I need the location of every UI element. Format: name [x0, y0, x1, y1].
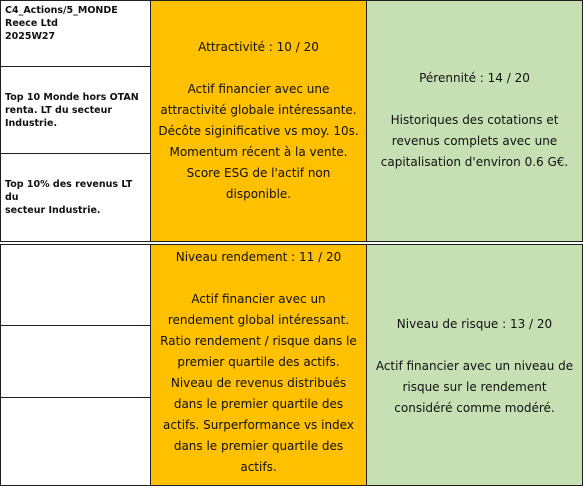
risque-cell: [366, 244, 583, 486]
rendement-line: dans le premier quartile des: [173, 397, 344, 411]
ranking-note-line: Industrie.: [5, 117, 58, 129]
revenue-note-cell: [0, 153, 151, 242]
rendement-line: Niveau de revenus distribués: [170, 376, 347, 390]
attractivite-cell: [150, 0, 367, 242]
attractivite-line: Actif financier avec une: [187, 82, 330, 96]
asset-category: C4_Actions/5_MONDE: [5, 5, 118, 16]
attractivite-line: Momentum récent à la vente.: [169, 145, 348, 159]
perennite-line: Historiques des cotations et: [390, 113, 559, 127]
rendement-line: dans le premier quartile des: [173, 439, 344, 453]
risque-line: risque sur le rendement: [402, 380, 547, 394]
attractivite-line: Décôte siginificative vs moy. 10s.: [158, 124, 359, 138]
asset-header-cell: [0, 0, 151, 67]
rendement-line: Ratio rendement / risque dans le: [160, 334, 357, 348]
rendement-line: actifs. Surperformance vs index: [163, 418, 354, 432]
risque-line: Actif financier avec un niveau de: [375, 359, 574, 373]
risque-line: considéré comme modéré.: [394, 401, 555, 415]
perennite-line: revenus complets avec une: [391, 134, 558, 148]
perennite-title: Pérennité : 14 / 20: [419, 71, 530, 85]
empty-cell: [0, 244, 151, 326]
ranking-note-line: Top 10 Monde hors OTAN: [5, 91, 139, 103]
rendement-line: premier quartile des actifs.: [177, 355, 340, 369]
ranking-note-line: renta. LT du secteur: [5, 104, 113, 116]
rendement-line: actifs.: [240, 460, 277, 474]
empty-cell: [0, 325, 151, 398]
rendement-title: Niveau rendement : 11 / 20: [175, 250, 342, 264]
perennite-line: capitalisation d'environ 0.6 G€.: [380, 155, 569, 169]
revenue-note-line: secteur Industrie.: [5, 205, 101, 216]
rendement-line: rendement global intéressant.: [167, 313, 350, 327]
empty-cell: [0, 397, 151, 486]
asset-name: Reece Ltd: [5, 18, 58, 29]
rendement-line: Actif financier avec un: [191, 292, 326, 306]
ranking-note-cell: [0, 66, 151, 154]
attractivite-line: disponible.: [225, 187, 292, 201]
revenue-note-line: Top 10% des revenus LT du: [5, 179, 133, 203]
perennite-cell: [366, 0, 583, 242]
attractivite-line: attractivité globale intéressante.: [160, 103, 357, 117]
attractivite-line: Score ESG de l'actif non: [186, 166, 331, 180]
rendement-cell: [150, 244, 367, 486]
asset-week: 2025W27: [5, 31, 56, 42]
attractivite-title: Attractivité : 10 / 20: [198, 40, 319, 54]
risque-title: Niveau de risque : 13 / 20: [396, 317, 553, 331]
